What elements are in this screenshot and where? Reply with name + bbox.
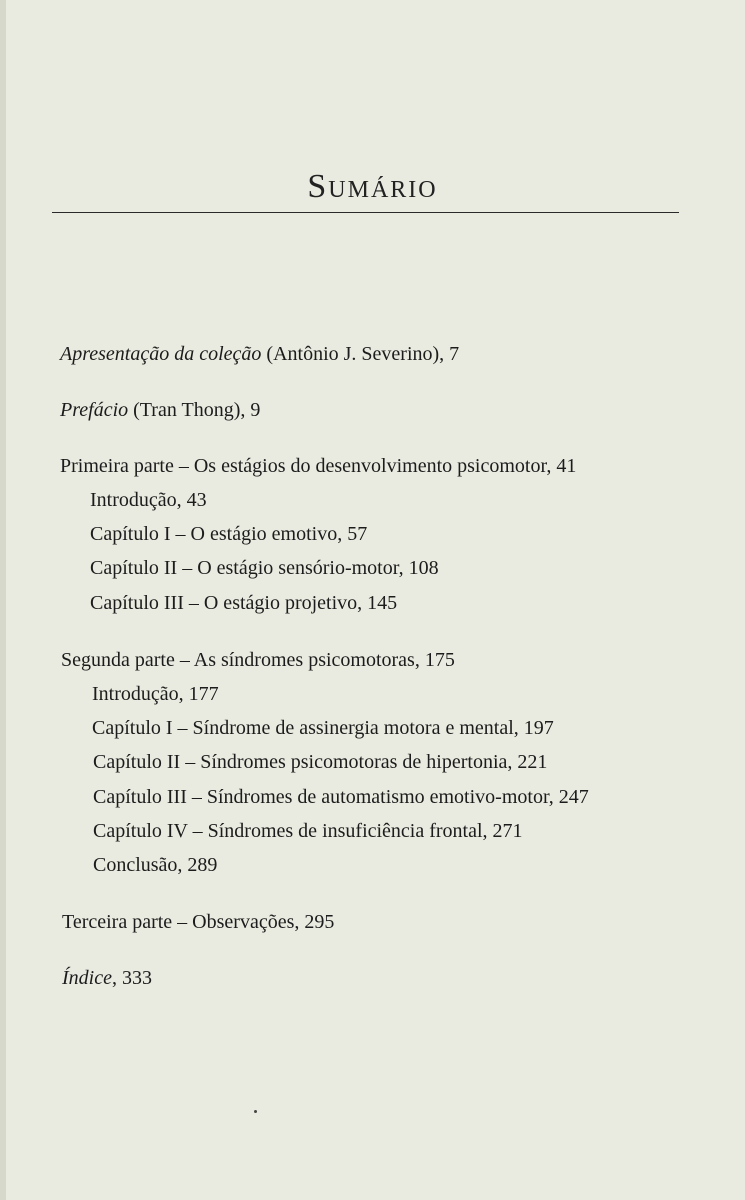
toc-entry-p1-capitulo-3: Capítulo III – O estágio projetivo, 145 — [90, 592, 398, 614]
toc-entry-apresentacao-detail: (Antônio J. Severino), 7 — [261, 343, 460, 365]
page-speck — [254, 1110, 257, 1113]
toc-entry-p1-introducao: Introdução, 43 — [90, 489, 207, 511]
toc-entry-indice — [62, 966, 152, 990]
title-rule — [52, 212, 679, 213]
toc-entry-prefacio-detail: (Tran Thong), 9 — [128, 399, 261, 421]
toc-entry-apresentacao — [60, 342, 459, 366]
toc-entry-p1-capitulo-1: Capítulo I – O estágio emotivo, 57 — [90, 523, 368, 545]
toc-entry-p2-capitulo-2: Capítulo II – Síndromes psicomotoras de hipertonia, 221 — [93, 751, 548, 773]
toc-entry-apresentacao-title: Apresentação da coleção — [60, 343, 262, 365]
toc-entry-p1-capitulo-2: Capítulo II – O estágio sensório-motor, 108 — [90, 557, 439, 579]
toc-entry-primeira-parte: Primeira parte – Os estágios do desenvolvimento psicomotor, 41 — [60, 455, 577, 477]
toc-entry-p2-capitulo-1: Capítulo I – Síndrome de assinergia motora e mental, 197 — [92, 717, 554, 739]
toc-entry-prefacio — [60, 398, 260, 422]
toc-entry-p2-capitulo-4: Capítulo IV – Síndromes de insuficiência frontal, 271 — [93, 820, 523, 842]
toc-entry-indice-detail: , 333 — [111, 967, 152, 989]
toc-entry-p2-conclusao: Conclusão, 289 — [93, 854, 218, 876]
page-title: Sumário — [307, 168, 438, 205]
toc-entry-segunda-parte: Segunda parte – As síndromes psicomotoras, 175 — [61, 649, 455, 671]
toc-entry-terceira-parte: Terceira parte – Observações, 295 — [62, 911, 335, 933]
toc-entry-prefacio-title: Prefácio — [60, 399, 129, 421]
toc-entry-p2-capitulo-3: Capítulo III – Síndromes de automatismo emotivo-motor, 247 — [93, 786, 589, 808]
toc-entry-indice-title: Índice — [62, 967, 112, 989]
toc-entry-p2-introducao: Introdução, 177 — [92, 683, 219, 705]
